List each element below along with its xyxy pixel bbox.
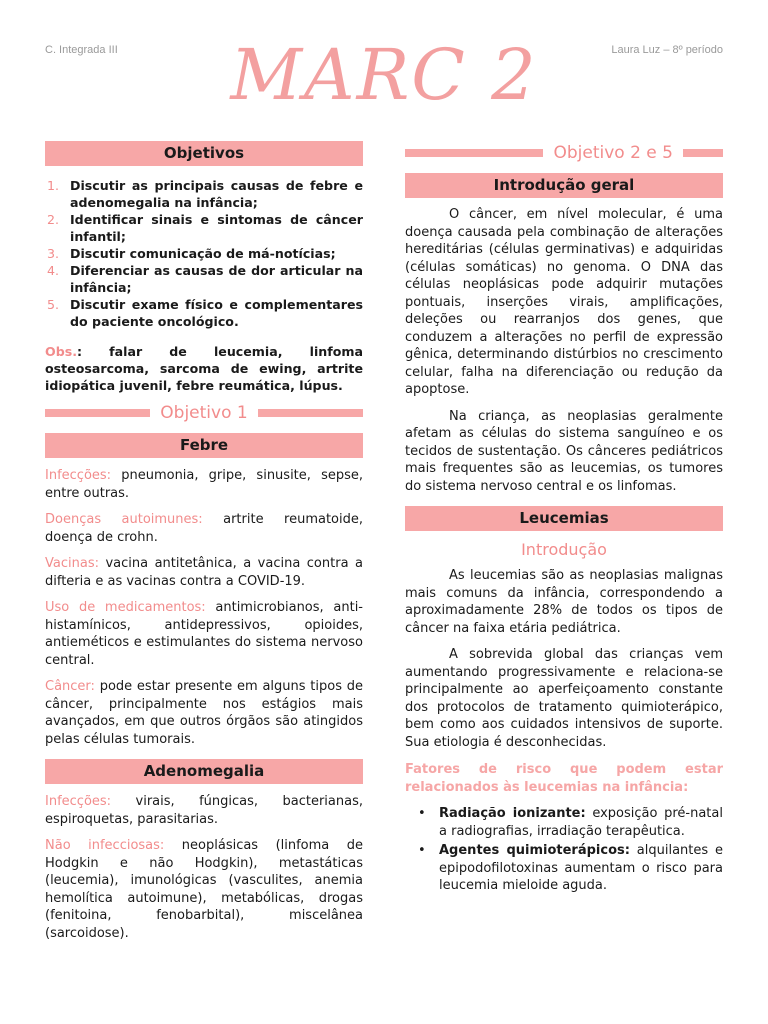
item-text: antimicrobianos, anti-histamínicos, antidepressivos, opioides, antieméticos e estimulantes do sistema nervoso central. <box>45 600 363 668</box>
list-text: Diferenciar as causas de dor articular na infância; <box>70 263 363 295</box>
divider-bar <box>258 409 363 417</box>
list-number: 3. <box>47 246 60 261</box>
objetivo1-label: Objetivo 1 <box>160 403 248 423</box>
list-text: Discutir exame físico e complementares do paciente oncológico. <box>70 297 363 329</box>
list-text: Identificar sinais e sintomas de câncer infantil; <box>70 212 363 244</box>
list-item <box>45 296 363 330</box>
objetivos-heading: Objetivos <box>45 141 363 166</box>
item-label: Câncer: <box>45 679 95 694</box>
item-text: vacina antitetânica, a vacina contra a difteria e as vacinas contra a COVID-19. <box>45 556 363 589</box>
objetivo25-divider <box>405 143 723 163</box>
list-number: 4. <box>47 263 60 278</box>
febre-item <box>45 467 363 502</box>
list-text: Discutir comunicação de má-notícias; <box>70 246 336 261</box>
item-label: Doenças autoimunes: <box>45 512 203 527</box>
adenomegalia-item <box>45 837 363 942</box>
objetivo1-divider <box>45 403 363 423</box>
febre-item <box>45 599 363 669</box>
item-text: pneumonia, gripe, sinusite, sepse, entre outras. <box>45 468 363 501</box>
adenomegalia-heading: Adenomegalia <box>45 759 363 784</box>
divider-bar <box>683 149 723 157</box>
item-text: neoplásicas (linfoma de Hodgkin e não Hodgkin), metastáticas (leucemia), imunológicas (vasculites, anemia hemolítica autoimune), metabólicas, drogas (fenitoina, fenobarbital), miscelânea (sarcoidose). <box>45 838 363 941</box>
item-label: Radiação ionizante: <box>439 806 586 821</box>
febre-heading: Febre <box>45 433 363 458</box>
febre-item <box>45 555 363 590</box>
header-course: C. Integrada III <box>45 44 118 56</box>
obs-text: : falar de leucemia, linfoma osteosarcoma, sarcoma de ewing, artrite idiopática juvenil, febre reumática, lúpus. <box>45 344 363 393</box>
list-item <box>45 177 363 211</box>
intro-heading: Introdução geral <box>405 173 723 198</box>
list-text: Discutir as principais causas de febre e adenomegalia na infância; <box>70 178 363 210</box>
febre-item <box>45 511 363 546</box>
list-number: 2. <box>47 212 60 227</box>
obs-label: Obs. <box>45 344 78 359</box>
right-column <box>405 143 723 895</box>
introducao-subheading: Introdução <box>521 540 607 559</box>
leucemias-paragraph: A sobrevida global das crianças vem aumentando progressivamente e relaciona-se principalmente ao aperfeiçoamento constante dos protocolos de tratamento quimioterápico, bem como aos cuidados intensivos de suporte. Sua etiologia é desconhecidas. <box>405 647 723 750</box>
item-text: alquilantes e epipodofilotoxinas aumentam o risco para leucemia mieloide aguda. <box>439 843 723 893</box>
intro-paragraph: O câncer, em nível molecular, é uma doença causada pela combinação de alterações hereditárias (células germinativas) e adquiridas (células somáticas) no genoma. O DNA das células neoplásicas pode adquirir mutações pontuais, inserções virais, amplificações, deleções ou rearranjos dos genes, que conduzem a alterações no perfil de expressão gênica, determinando distúrbios no crescimento celular, falha na diferenciação ou redução da apoptose. <box>405 207 723 397</box>
objetivo25-label: Objetivo 2 e 5 <box>553 143 673 163</box>
item-text: pode estar presente em alguns tipos de câncer, principalmente nos estágios mais avançados, em que outros órgãos são atingidos pelas células tumorais. <box>45 679 363 747</box>
item-text: artrite reumatoide, doença de crohn. <box>45 512 363 545</box>
list-number: 1. <box>47 178 60 193</box>
list-item <box>45 211 363 245</box>
list-item <box>45 262 363 296</box>
leucemias-heading: Leucemias <box>405 506 723 531</box>
item-label: Vacinas: <box>45 556 99 571</box>
bullet-icon: • <box>418 806 426 821</box>
divider-bar <box>405 149 543 157</box>
item-text: exposição pré-natal a radiografias, irradiação terapêutica. <box>439 806 723 839</box>
list-item <box>405 805 723 840</box>
item-label: Infecções: <box>45 794 112 809</box>
febre-item <box>45 678 363 748</box>
obs-note <box>45 343 363 394</box>
item-label: Infecções: <box>45 468 112 483</box>
left-column <box>45 141 363 942</box>
header-author: Laura Luz – 8º período <box>611 44 723 56</box>
list-item <box>405 842 723 895</box>
page-title: MARC 2 <box>230 34 538 116</box>
item-label: Não infecciosas: <box>45 838 165 853</box>
list-item <box>45 245 363 262</box>
bullet-icon: • <box>418 843 426 858</box>
risk-factors-list <box>405 805 723 895</box>
list-number: 5. <box>47 297 60 312</box>
objetivos-list <box>45 177 363 330</box>
divider-bar <box>45 409 150 417</box>
adenomegalia-item <box>45 793 363 828</box>
item-label: Agentes quimioterápicos: <box>439 843 630 858</box>
intro-paragraph: Na criança, as neoplasias geralmente afetam as células do sistema sanguíneo e os tecidos de sustentação. Os cânceres pediátricos mais frequentes são as leucemias, os tumores do sistema nervoso central e os linfomas. <box>405 408 723 494</box>
item-label: Uso de medicamentos: <box>45 600 206 615</box>
item-text: virais, fúngicas, bacterianas, espiroquetas, parasitarias. <box>45 794 363 827</box>
leucemias-paragraph: As leucemias são as neoplasias malignas mais comuns da infância, correspondendo a aproximadamente 28% de todos os tipos de câncer na faixa etária pediátrica. <box>405 568 723 636</box>
risk-factors-heading: Fatores de risco que podem estar relacionados às leucemias na infância: <box>405 762 723 795</box>
